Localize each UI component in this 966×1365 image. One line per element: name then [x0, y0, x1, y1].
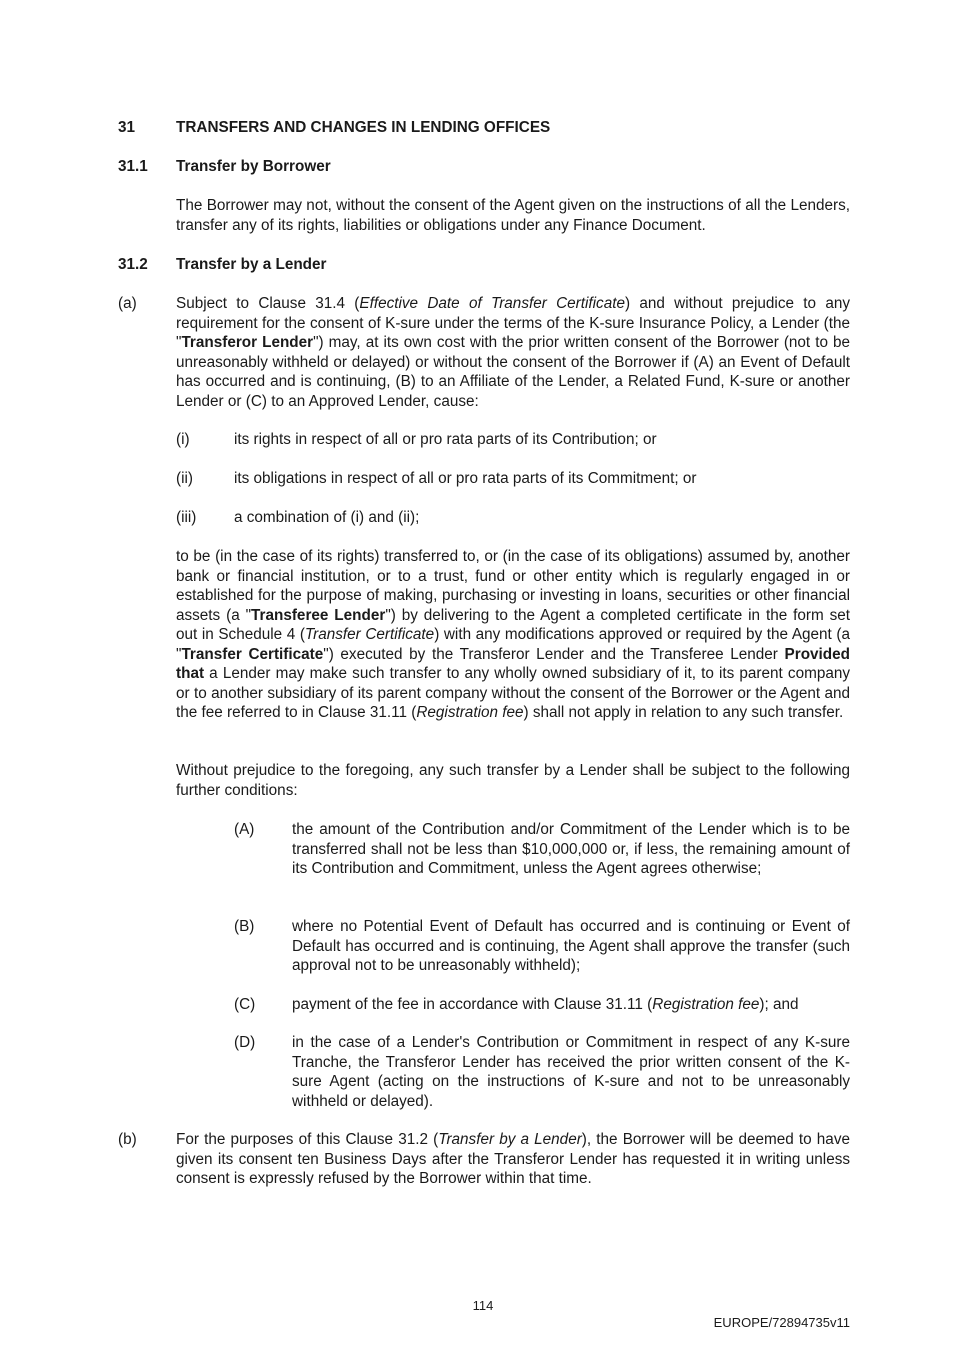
- section-title: Transfer by Borrower: [176, 158, 331, 175]
- item-text: its rights in respect of all or pro rata parts of its Contribution; or: [234, 431, 657, 448]
- paragraph-a-continuation: to be (in the case of its rights) transferred to, or (in the case of its obligations) assumed by, another bank or financial institution, or to a trust, fund or other entity which is regularly engaged in or established for the purpose of making, purchasing or investing in loans, securities or other financial assets (a "Transferee Lender") by delivering to the Agent a completed certificate in the form set out in Schedule 4 (Transfer Certificate) with any modifications approved or required by the Agent (a "Transfer Certificate") executed by the Transferor Lender and the Transferee Lender Provided that a Lender may make such transfer to any wholly owned subsidiary of it, to its parent company or to another subsidiary of its parent company without the consent of the Borrower or the Agent and the fee referred to in Clause 31.11 (Registration fee) shall not apply in relation to any such transfer.: [176, 548, 850, 721]
- clause-title: TRANSFERS AND CHANGES IN LENDING OFFICES: [176, 119, 551, 136]
- condition-label: (D): [234, 1034, 256, 1051]
- page-number: 114: [472, 1298, 494, 1313]
- item-label: (i): [176, 431, 190, 448]
- paragraph-a-intro: Subject to Clause 31.4 (Effective Date of Transfer Certificate) and without prejudice to any requirement for the consent of K-sure under the terms of the K-sure Insurance Policy, a Lender (the "Transferor Lender") may, at its own cost with the prior written consent of the Borrower (not to be unreasonably withheld or delayed) or without the consent of the Borrower if (A) an Event of Default has occurred and is continuing, (B) to an Affiliate of the Lender, a Related Fund, K-sure or another Lender or (C) to an Approved Lender, cause:: [176, 295, 850, 410]
- section-number: 31.2: [118, 256, 148, 273]
- item-label: (ii): [176, 470, 193, 487]
- condition-label: (B): [234, 918, 255, 935]
- document-reference: EUROPE/72894735v11: [713, 1315, 850, 1330]
- section-number: 31.1: [118, 158, 148, 175]
- section-paragraph: The Borrower may not, without the consent of the Agent given on the instructions of all the Lenders, transfer any of its rights, liabilities or obligations under any Finance Document.: [176, 197, 850, 234]
- condition-label: (A): [234, 821, 255, 838]
- paragraph-label: (a): [118, 295, 137, 312]
- item-text: its obligations in respect of all or pro rata parts of its Commitment; or: [234, 470, 697, 487]
- condition-text: the amount of the Contribution and/or Commitment of the Lender which is to be transferred shall not be less than $10,000,000 or, if less, the remaining amount of its Contribution and Commitment, unless the Agent agrees otherwise;: [292, 821, 850, 877]
- item-text: a combination of (i) and (ii);: [234, 509, 420, 526]
- condition-label: (C): [234, 996, 256, 1013]
- clause-number: 31: [118, 119, 136, 136]
- paragraph-a-conditions-intro: Without prejudice to the foregoing, any such transfer by a Lender shall be subject to the following further conditions:: [176, 762, 850, 799]
- condition-text: where no Potential Event of Default has occurred and is continuing or Event of Default has occurred and is continuing, the Agent shall approve the transfer (such approval not to be unreasonably withheld);: [292, 918, 850, 974]
- section-title: Transfer by a Lender: [176, 256, 327, 273]
- paragraph-label: (b): [118, 1131, 137, 1148]
- condition-text: in the case of a Lender's Contribution or Commitment in respect of any K-sure Tranche, the Transferor Lender has received the prior written consent of the K-sure Agent (acting on the instructions of K-sure and not to be unreasonably withheld or delayed).: [292, 1034, 850, 1110]
- paragraph-b: For the purposes of this Clause 31.2 (Transfer by a Lender), the Borrower will be deemed to have given its consent ten Business Days after the Transferor Lender has requested it in writing unless consent is expressly refused by the Borrower within that time.: [176, 1131, 850, 1187]
- condition-text: payment of the fee in accordance with Clause 31.11 (Registration fee); and: [292, 996, 799, 1013]
- item-label: (iii): [176, 509, 197, 526]
